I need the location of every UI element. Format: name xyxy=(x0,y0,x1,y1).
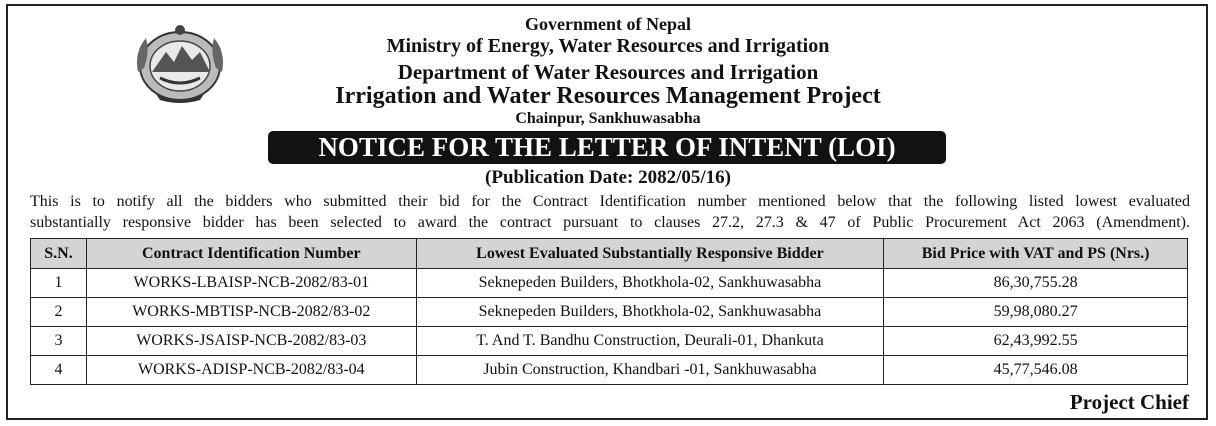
header-bid-price: Bid Price with VAT and PS (Nrs.) xyxy=(884,239,1188,269)
cell-sn: 1 xyxy=(31,269,87,298)
cell-bid-price: 62,43,992.55 xyxy=(884,327,1188,356)
table-row xyxy=(31,327,1188,356)
header-sn: S.N. xyxy=(31,239,87,269)
cell-sn: 4 xyxy=(31,356,87,385)
cell-sn: 2 xyxy=(31,298,87,327)
header-department: Department of Water Resources and Irrigation xyxy=(397,60,819,84)
cell-bid-price: 86,30,755.28 xyxy=(884,269,1188,298)
cell-bidder: Seknepeden Builders, Bhotkhola-02, Sankhuwasabha xyxy=(416,298,884,327)
table-row xyxy=(31,356,1188,385)
cell-contract-id: WORKS-LBAISP-NCB-2082/83-01 xyxy=(86,269,416,298)
header-location: Chainpur, Sankhuwasabha xyxy=(515,110,701,127)
cell-sn: 3 xyxy=(31,327,87,356)
header-ministry: Ministry of Energy, Water Resources and Irrigation xyxy=(386,35,830,57)
bid-table xyxy=(30,238,1188,385)
cell-bid-price: 59,98,080.27 xyxy=(884,298,1188,327)
table-row xyxy=(31,269,1188,298)
header-bidder: Lowest Evaluated Substantially Responsive Bidder xyxy=(416,239,884,269)
intro-paragraph xyxy=(30,191,1190,233)
signature-project-chief: Project Chief xyxy=(1069,390,1189,414)
cell-contract-id: WORKS-JSAISP-NCB-2082/83-03 xyxy=(86,327,416,356)
intro-line-2: substantially responsive bidder has been selected to award the contract pursuant to clauses 27.2, 27.3 & 47 of Public Procurement Act 2063 (Amendment). xyxy=(30,214,1190,231)
publication-date: (Publication Date: 2082/05/16) xyxy=(485,167,731,188)
intro-line-1: This is to notify all the bidders who submitted their bid for the Contract Identification number mentioned below that the following listed lowest evaluated xyxy=(30,193,1190,210)
cell-bidder: Jubin Construction, Khandbari -01, Sankhuwasabha xyxy=(416,356,884,385)
cell-contract-id: WORKS-ADISP-NCB-2082/83-04 xyxy=(86,356,416,385)
cell-bidder: T. And T. Bandhu Construction, Deurali-01, Dhankuta xyxy=(416,327,884,356)
notice-title-banner: NOTICE FOR THE LETTER OF INTENT (LOI) xyxy=(268,131,946,164)
table-row xyxy=(31,298,1188,327)
table-header-row xyxy=(31,239,1188,269)
cell-bidder: Seknepeden Builders, Bhotkhola-02, Sankhuwasabha xyxy=(416,269,884,298)
header-contract-id: Contract Identification Number xyxy=(86,239,416,269)
cell-bid-price: 45,77,546.08 xyxy=(884,356,1188,385)
header-project: Irrigation and Water Resources Management Project xyxy=(335,83,881,109)
cell-contract-id: WORKS-MBTISP-NCB-2082/83-02 xyxy=(86,298,416,327)
header-government: Government of Nepal xyxy=(525,14,691,34)
